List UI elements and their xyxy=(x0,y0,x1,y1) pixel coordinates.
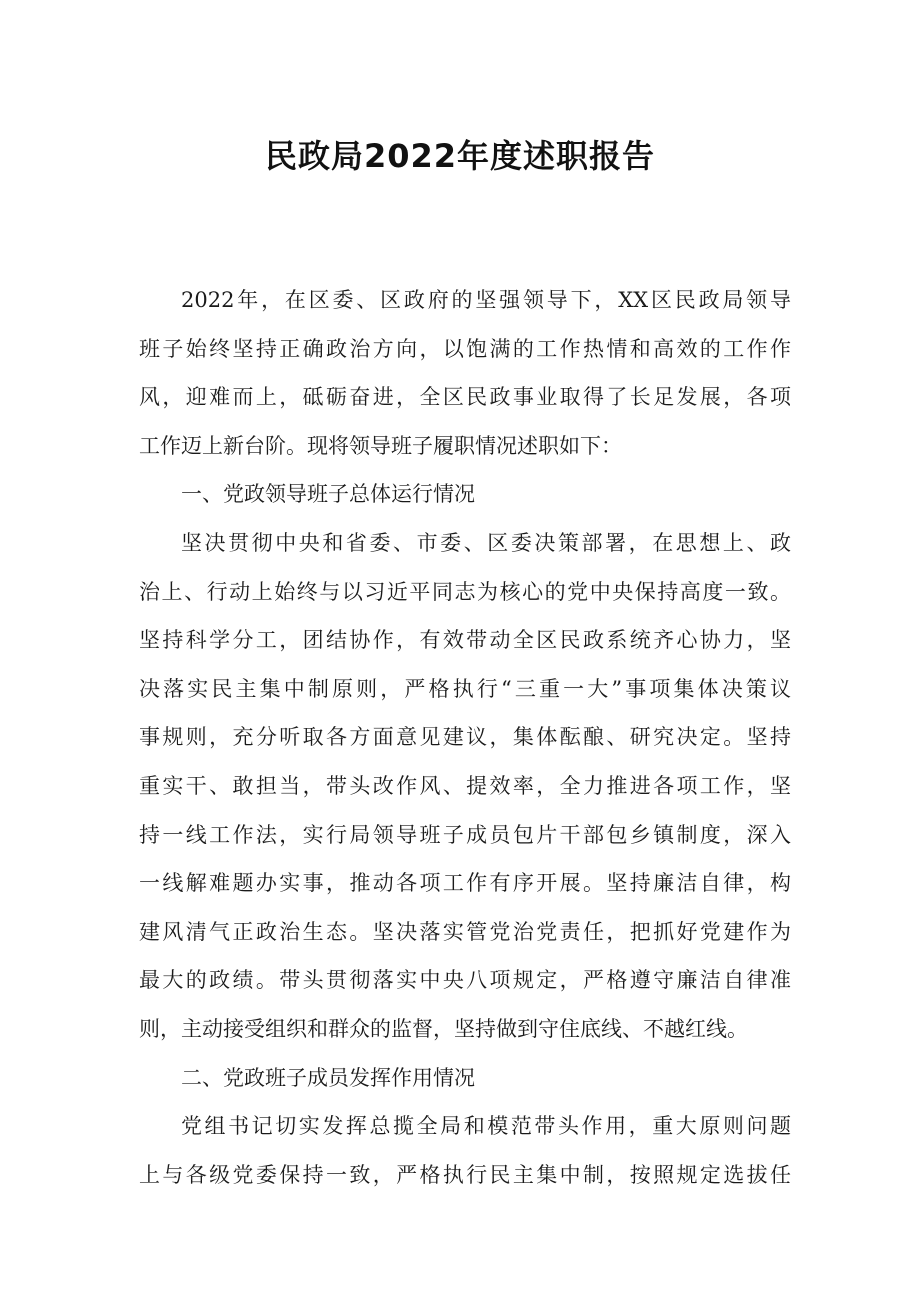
section-heading-2 xyxy=(139,1054,791,1103)
report-body xyxy=(139,276,791,1199)
section-heading-text: 二、党政班子成员发挥作用情况 xyxy=(181,1065,475,1090)
paragraph-line: 重实干、敢担当，带头改作风、提效率，全力推进各项工作，坚 xyxy=(139,773,791,798)
title-year: 2022 xyxy=(363,137,458,175)
paragraph-line: 党组书记切实发挥总揽全局和模范带头作用，重大原则问题 xyxy=(181,1114,791,1139)
paragraph-line: 坚持科学分工，团结协作，有效带动全区民政系统齐心协力，坚 xyxy=(139,628,791,653)
paragraph-line: 班子始终坚持正确政治方向，以饱满的工作热情和高效的工作作 xyxy=(139,336,791,361)
paragraph-line: 事规则，充分听取各方面意见建议，集体酝酿、研究决定。坚持 xyxy=(139,725,791,750)
paragraph-line: 则，主动接受组织和群众的监督，坚持做到守住底线、不越红线。 xyxy=(139,1016,748,1041)
title-prefix: 民政局 xyxy=(264,137,364,175)
paragraph-line: 上与各级党委保持一致，严格执行民主集中制，按照规定选拔任 xyxy=(139,1162,791,1187)
paragraph-intro xyxy=(139,276,791,470)
page-title xyxy=(0,134,920,178)
section-heading-1 xyxy=(139,470,791,519)
paragraph-section-1 xyxy=(139,519,791,1054)
paragraph-line: 决落实民主集中制原则，严格执行“三重一大”事项集体决策议 xyxy=(139,676,791,701)
paragraph-line: 一线解难题办实事，推动各项工作有序开展。坚持廉洁自律，构 xyxy=(139,871,791,896)
paragraph-line: 工作迈上新台阶。现将领导班子履职情况述职如下： xyxy=(139,433,622,458)
paragraph-line: 风，迎难而上，砥砺奋进，全区民政事业取得了长足发展，各项 xyxy=(139,385,791,410)
paragraph-line: 2022年，在区委、区政府的坚强领导下，XX区民政局领导 xyxy=(181,288,791,312)
paragraph-line: 坚决贯彻中央和省委、市委、区委决策部署，在思想上、政 xyxy=(181,530,791,555)
title-suffix: 年度述职报告 xyxy=(457,137,656,175)
paragraph-section-2 xyxy=(139,1102,791,1199)
paragraph-line: 治上、行动上始终与以习近平同志为核心的党中央保持高度一致。 xyxy=(139,579,791,604)
section-heading-text: 一、党政领导班子总体运行情况 xyxy=(181,482,475,507)
paragraph-line: 持一线工作法，实行局领导班子成员包片干部包乡镇制度，深入 xyxy=(139,822,791,847)
paragraph-line: 最大的政绩。带头贯彻落实中央八项规定，严格遵守廉洁自律准 xyxy=(139,968,791,993)
paragraph-line: 建风清气正政治生态。坚决落实管党治党责任，把抓好党建作为 xyxy=(139,919,791,944)
